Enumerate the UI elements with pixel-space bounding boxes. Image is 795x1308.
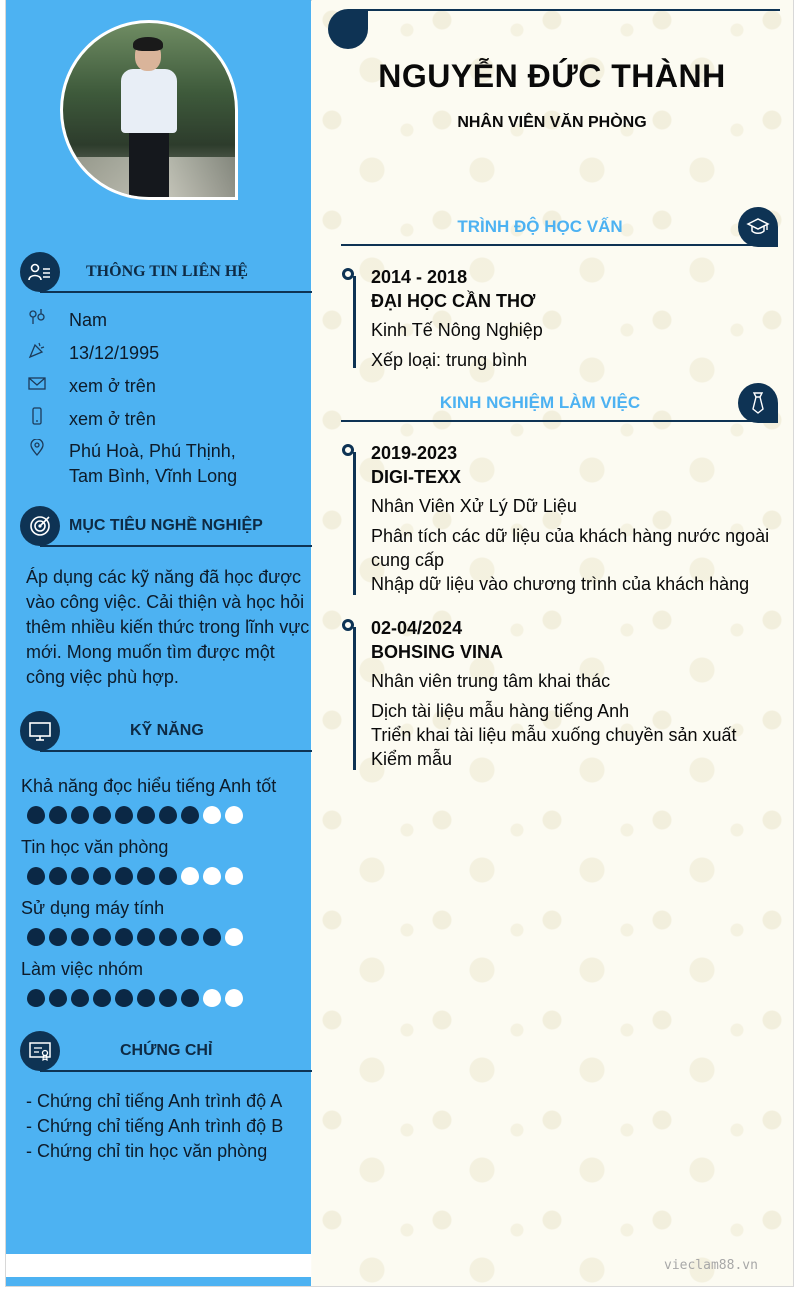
certificate-item: - Chứng chỉ tiếng Anh trình độ A	[26, 1091, 283, 1111]
rating-dot-empty	[225, 928, 243, 946]
rating-dot-filled	[49, 867, 67, 885]
envelope-icon	[28, 374, 46, 392]
rating-dot-filled	[181, 806, 199, 824]
rating-dot-filled	[27, 928, 45, 946]
rating-dot-filled	[93, 928, 111, 946]
education-section-title: TRÌNH ĐỘ HỌC VẤN	[457, 217, 623, 236]
certificate-item: - Chứng chỉ tiếng Anh trình độ B	[26, 1116, 284, 1136]
rating-dot-filled	[49, 989, 67, 1007]
objective-section-header	[20, 506, 312, 548]
rating-dot-filled	[27, 867, 45, 885]
experience-company: DIGI-TEXX	[371, 467, 462, 487]
education-grade: Xếp loại: trung bình	[371, 350, 528, 370]
skill-rating	[27, 989, 243, 1007]
rating-dot-filled	[137, 928, 155, 946]
skill-label: Làm việc nhóm	[21, 959, 144, 979]
education-header-line	[341, 244, 761, 246]
education-period: 2014 - 2018	[371, 267, 468, 287]
objective-line: Áp dụng các kỹ năng đã học được	[26, 567, 302, 587]
gender-icon	[28, 308, 46, 326]
rating-dot-filled	[137, 867, 155, 885]
timeline-line	[353, 276, 356, 368]
education-school: ĐẠI HỌC CẦN THƠ	[371, 291, 536, 311]
skill-label: Sử dụng máy tính	[21, 898, 165, 918]
timeline-line	[353, 452, 356, 595]
experience-desc-line: Dịch tài liệu mẫu hàng tiếng Anh	[371, 701, 630, 721]
party-popper-icon	[28, 341, 46, 359]
avatar-person-legs	[129, 129, 169, 200]
avatar-person-hair	[133, 37, 163, 51]
top-divider	[368, 9, 780, 11]
rating-dot-empty	[225, 806, 243, 824]
experience-description	[371, 524, 776, 596]
objective-text	[26, 565, 312, 690]
rating-dot-filled	[71, 928, 89, 946]
timeline-line	[353, 627, 356, 770]
contact-address-line2: Tam Bình, Vĩnh Long	[69, 466, 238, 486]
rating-dot-filled	[159, 928, 177, 946]
experience-desc-line: Phân tích các dữ liệu của khách hàng nước ngoài	[371, 526, 770, 546]
experience-desc-line: Kiểm mẫu	[371, 749, 453, 769]
rating-dot-filled	[27, 989, 45, 1007]
corner-badge	[328, 9, 368, 49]
certificate-item: - Chứng chỉ tin học văn phòng	[26, 1141, 268, 1161]
rating-dot-filled	[71, 806, 89, 824]
rating-dot-filled	[93, 989, 111, 1007]
skill-rating	[27, 867, 243, 885]
experience-desc-line: cung cấp	[371, 550, 445, 570]
certificates-list	[26, 1089, 312, 1164]
contact-header-line	[40, 291, 312, 293]
rating-dot-filled	[49, 928, 67, 946]
avatar-person-body	[121, 69, 177, 133]
experience-description	[371, 699, 776, 771]
rating-dot-empty	[203, 806, 221, 824]
contact-section-title: THÔNG TIN LIÊN HỆ	[86, 263, 248, 280]
rating-dot-filled	[93, 867, 111, 885]
skill-rating	[27, 928, 243, 946]
experience-period: 2019-2023	[371, 443, 458, 463]
objective-section-title: MỤC TIÊU NGHỀ NGHIỆP	[69, 517, 263, 534]
rating-dot-filled	[115, 806, 133, 824]
rating-dot-empty	[203, 989, 221, 1007]
rating-dot-empty	[225, 989, 243, 1007]
contact-address-line1: Phú Hoà, Phú Thịnh,	[69, 441, 236, 461]
rating-dot-filled	[181, 989, 199, 1007]
experience-header-line	[341, 420, 761, 422]
objective-line: mới. Mong muốn tìm được một	[26, 642, 275, 662]
watermark: vieclam88.vn	[664, 1258, 758, 1273]
rating-dot-empty	[225, 867, 243, 885]
contact-phone: xem ở trên	[69, 409, 156, 429]
location-pin-icon	[28, 439, 46, 457]
skills-header-line	[40, 750, 312, 752]
skill-rating	[27, 806, 243, 824]
contact-email: xem ở trên	[69, 376, 156, 396]
rating-dot-empty	[181, 867, 199, 885]
contact-section-header	[20, 252, 312, 294]
rating-dot-filled	[93, 806, 111, 824]
objective-line: vào công việc. Cải thiện và học hỏi	[26, 592, 305, 612]
rating-dot-filled	[137, 806, 155, 824]
experience-position: Nhân Viên Xử Lý Dữ Liệu	[371, 496, 577, 516]
experience-section-header	[340, 383, 780, 425]
candidate-job-title: NHÂN VIÊN VĂN PHÒNG	[457, 114, 647, 131]
objective-line: công việc phù hợp.	[26, 667, 179, 687]
sidebar-footer-band	[6, 1277, 311, 1286]
skill-label: Tin học văn phòng	[21, 837, 169, 857]
education-section-header	[340, 207, 780, 249]
experience-position: Nhân viên trung tâm khai thác	[371, 671, 611, 691]
rating-dot-filled	[159, 867, 177, 885]
rating-dot-filled	[49, 806, 67, 824]
necktie-icon	[738, 383, 778, 423]
contact-card-icon	[20, 252, 60, 292]
contact-birthday: 13/12/1995	[69, 343, 160, 363]
certificates-header-line	[40, 1070, 312, 1072]
target-icon	[20, 506, 60, 546]
rating-dot-filled	[71, 867, 89, 885]
avatar	[60, 20, 238, 200]
objective-header-line	[40, 545, 312, 547]
skills-section-header	[20, 711, 312, 753]
rating-dot-filled	[115, 989, 133, 1007]
experience-section-title: KINH NGHIỆM LÀM VIỆC	[439, 393, 641, 412]
rating-dot-filled	[71, 989, 89, 1007]
objective-line: thêm nhiều kiến thức trong lĩnh vực	[26, 617, 310, 637]
rating-dot-filled	[137, 989, 155, 1007]
rating-dot-filled	[27, 806, 45, 824]
certificate-icon	[20, 1031, 60, 1071]
contact-address	[69, 439, 237, 489]
certificates-section-title: CHỨNG CHỈ	[120, 1042, 213, 1059]
rating-dot-filled	[203, 928, 221, 946]
contact-gender: Nam	[69, 310, 108, 330]
experience-desc-line: Nhập dữ liệu vào chương trình của khách hàng	[371, 574, 750, 594]
candidate-name: NGUYỄN ĐỨC THÀNH	[378, 58, 726, 94]
rating-dot-filled	[115, 867, 133, 885]
rating-dot-filled	[159, 989, 177, 1007]
sidebar-footer-gap	[6, 1254, 311, 1277]
certificates-section-header	[20, 1031, 312, 1073]
graduation-cap-icon	[738, 207, 778, 247]
monitor-icon	[20, 711, 60, 751]
rating-dot-empty	[203, 867, 221, 885]
rating-dot-filled	[181, 928, 199, 946]
phone-icon	[28, 407, 46, 425]
experience-desc-line: Triển khai tài liệu mẫu xuống chuyền sản xuất	[371, 725, 737, 745]
experience-company: BOHSING VINA	[371, 642, 504, 662]
rating-dot-filled	[115, 928, 133, 946]
skill-label: Khả năng đọc hiểu tiếng Anh tốt	[21, 776, 277, 796]
experience-period: 02-04/2024	[371, 618, 463, 638]
rating-dot-filled	[159, 806, 177, 824]
education-major: Kinh Tế Nông Nghiệp	[371, 320, 543, 340]
skills-section-title: KỸ NĂNG	[130, 722, 204, 739]
